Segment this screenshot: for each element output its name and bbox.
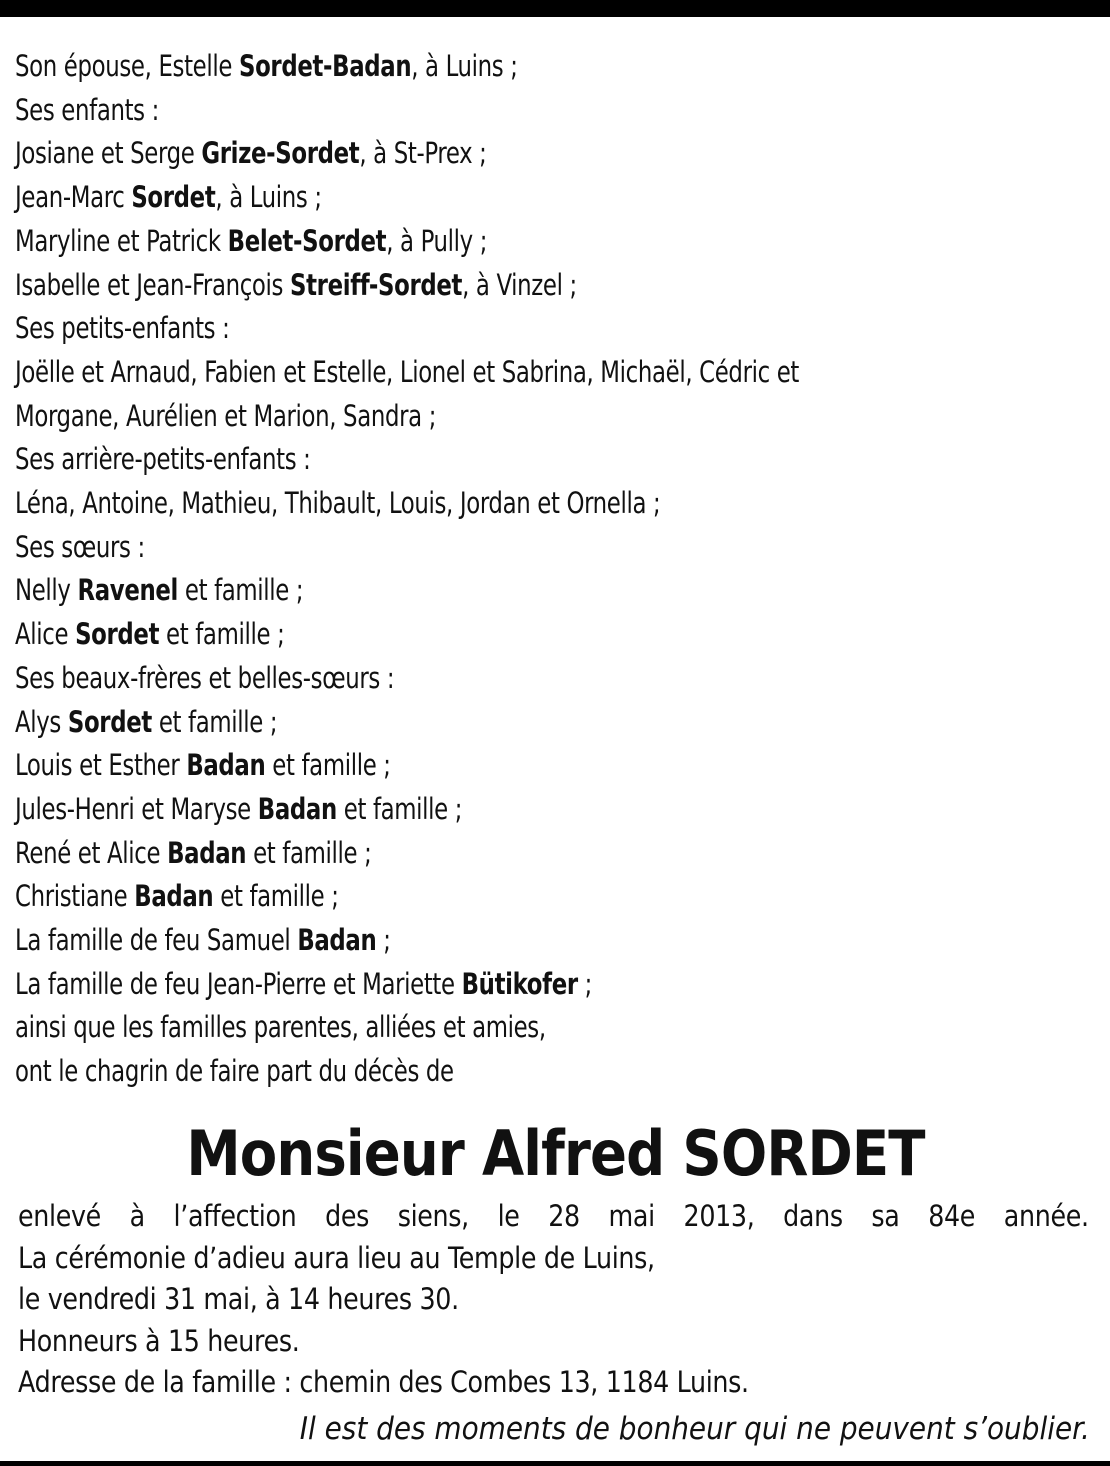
family-name: Badan [297,923,377,958]
relative-line: Joëlle et Arnaud, Fabien et Estelle, Lionel et Sabrina, Michaël, Cédric et [15,354,800,389]
family-name: Grize-Sordet [201,136,360,171]
family-name: Badan [167,835,247,870]
death-date-line: enlevé à l’affection des siens, le 28 mai 2013, dans sa 84e année. [18,1199,1089,1233]
closing-line: ont le chagrin de faire part du décès de [15,1054,454,1089]
section-heading: Ses petits-enfants : [15,311,230,346]
relatives-list [15,45,1100,1094]
relative-line: Isabelle et Jean-François Streiff-Sordet, à Vinzel ; [15,267,577,302]
closing-line: ainsi que les familles parentes, alliées et amies, [15,1010,546,1045]
relative-line: Son épouse, Estelle Sordet-Badan, à Luins ; [15,49,518,83]
relative-line: René et Alice Badan et famille ; [15,835,372,870]
family-name: Belet-Sordet [227,223,387,258]
relative-line: Maryline et Patrick Belet-Sordet, à Pully ; [15,223,488,258]
section-heading: Ses beaux-frères et belles-sœurs : [15,660,395,695]
ceremony-location-line: La cérémonie d’adieu aura lieu au Temple de Luins, [18,1240,655,1275]
honours-line: Honneurs à 15 heures. [18,1323,300,1358]
relative-line: La famille de feu Samuel Badan ; [15,923,391,958]
relative-line: Josiane et Serge Grize-Sordet, à St-Prex ; [15,136,487,171]
section-heading: Ses sœurs : [15,529,145,564]
family-name: Ravenel [77,573,178,608]
top-border-rule [0,0,1110,17]
family-name: Badan [257,791,337,826]
relative-line: Jules-Henri et Maryse Badan et famille ; [15,791,463,826]
family-name: Badan [186,748,266,783]
family-address-line: Adresse de la famille : chemin des Combes 13, 1184 Luins. [18,1365,749,1399]
relative-line: La famille de feu Jean-Pierre et Mariette Bütikofer ; [15,966,593,1001]
section-heading: Ses enfants : [15,92,159,127]
relative-line: Jean-Marc Sordet, à Luins ; [15,180,322,215]
section-heading: Ses arrière-petits-enfants : [15,442,311,477]
family-name: Sordet-Badan [238,49,412,83]
relative-line: Alice Sordet et famille ; [15,617,285,652]
ceremony-details [18,1196,1103,1404]
bottom-border-rule [0,1461,1110,1466]
closing-motto: Il est des moments de bonheur qui ne peuvent s’oublier. [299,1411,1090,1447]
ceremony-date-line: le vendredi 31 mai, à 14 heures 30. [18,1282,459,1316]
relative-line: Alys Sordet et famille ; [15,704,278,739]
family-name: Streiff-Sordet [289,267,463,302]
family-name: Bütikofer [461,966,578,1001]
relative-line: Léna, Antoine, Mathieu, Thibault, Louis, Jordan et Ornella ; [15,486,661,521]
deceased-name-heading: Monsieur Alfred SORDET [185,1117,925,1190]
relative-line: Christiane Badan et famille ; [15,879,339,914]
relative-line: Louis et Esther Badan et famille ; [15,748,391,783]
family-name: Sordet [67,704,152,739]
family-name: Sordet [75,617,160,652]
relative-line: Nelly Ravenel et famille ; [15,573,304,608]
family-name: Badan [134,879,214,914]
family-name: Sordet [131,180,216,215]
relative-line: Morgane, Aurélien et Marion, Sandra ; [15,398,437,433]
